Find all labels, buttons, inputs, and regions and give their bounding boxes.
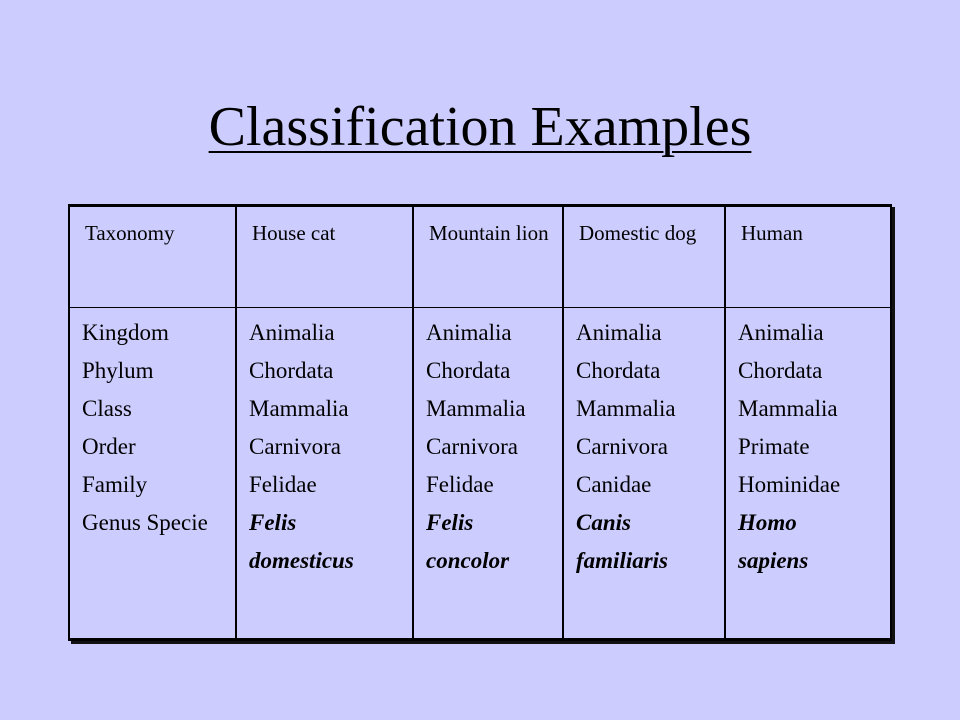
column-human	[725, 308, 891, 640]
header-cell: Domestic dog	[563, 206, 725, 308]
table-cell-text: sapiens	[738, 548, 809, 573]
classification-table	[68, 204, 892, 641]
table-cell-text: Mammalia	[426, 396, 526, 421]
column-house-cat	[236, 308, 413, 640]
column-taxonomy	[69, 308, 236, 640]
table-cell-text: Mammalia	[576, 396, 676, 421]
table-cell-text: Family	[82, 472, 148, 497]
header-cell: Human	[725, 206, 891, 308]
table-cell-text: Felidae	[249, 472, 317, 497]
table-cell-text: Felis	[426, 510, 474, 535]
slide-title: Classification Examples	[208, 96, 752, 158]
table-cell-text: Homo	[738, 510, 797, 535]
header-cell: Mountain lion	[413, 206, 563, 308]
table-cell-text: Carnivora	[426, 434, 518, 459]
column-mountain-lion	[413, 308, 563, 640]
table-cell-text: Chordata	[249, 358, 334, 383]
table-cell-text: Canidae	[576, 472, 652, 497]
table-cell-text: Hominidae	[738, 472, 841, 497]
table-cell-text: Carnivora	[249, 434, 341, 459]
table-cell-text: Mammalia	[249, 396, 349, 421]
table-cell-text: Chordata	[576, 358, 661, 383]
table-cell-text: Canis	[576, 510, 631, 535]
table-cell-text: Mammalia	[738, 396, 838, 421]
header-cell: House cat	[236, 206, 413, 308]
table-cell-text: Felis	[249, 510, 297, 535]
table-cell-text: Class	[82, 396, 132, 421]
table-cell-text: Carnivora	[576, 434, 668, 459]
table-cell-text: Animalia	[576, 320, 662, 345]
table-cell-text: familiaris	[576, 548, 669, 573]
table-cell-text: domesticus	[249, 548, 354, 573]
table-cell-text: Animalia	[249, 320, 335, 345]
table-cell-text: Kingdom	[82, 320, 169, 345]
table-cell-text: Genus Specie	[82, 510, 208, 535]
column-domestic-dog	[563, 308, 725, 640]
table-header-row	[69, 206, 891, 308]
table-cell-text: Chordata	[738, 358, 823, 383]
table-cell-text: Order	[82, 434, 136, 459]
table-cell-text: Chordata	[426, 358, 511, 383]
header-cell: Taxonomy	[69, 206, 236, 308]
table-cell-text: Animalia	[738, 320, 824, 345]
table-cell-text: Phylum	[82, 358, 154, 383]
table-cell-text: Primate	[738, 434, 810, 459]
table-cell-text: concolor	[426, 548, 510, 573]
table-cell-text: Felidae	[426, 472, 494, 497]
table-row	[69, 308, 891, 640]
table-cell-text: Animalia	[426, 320, 512, 345]
